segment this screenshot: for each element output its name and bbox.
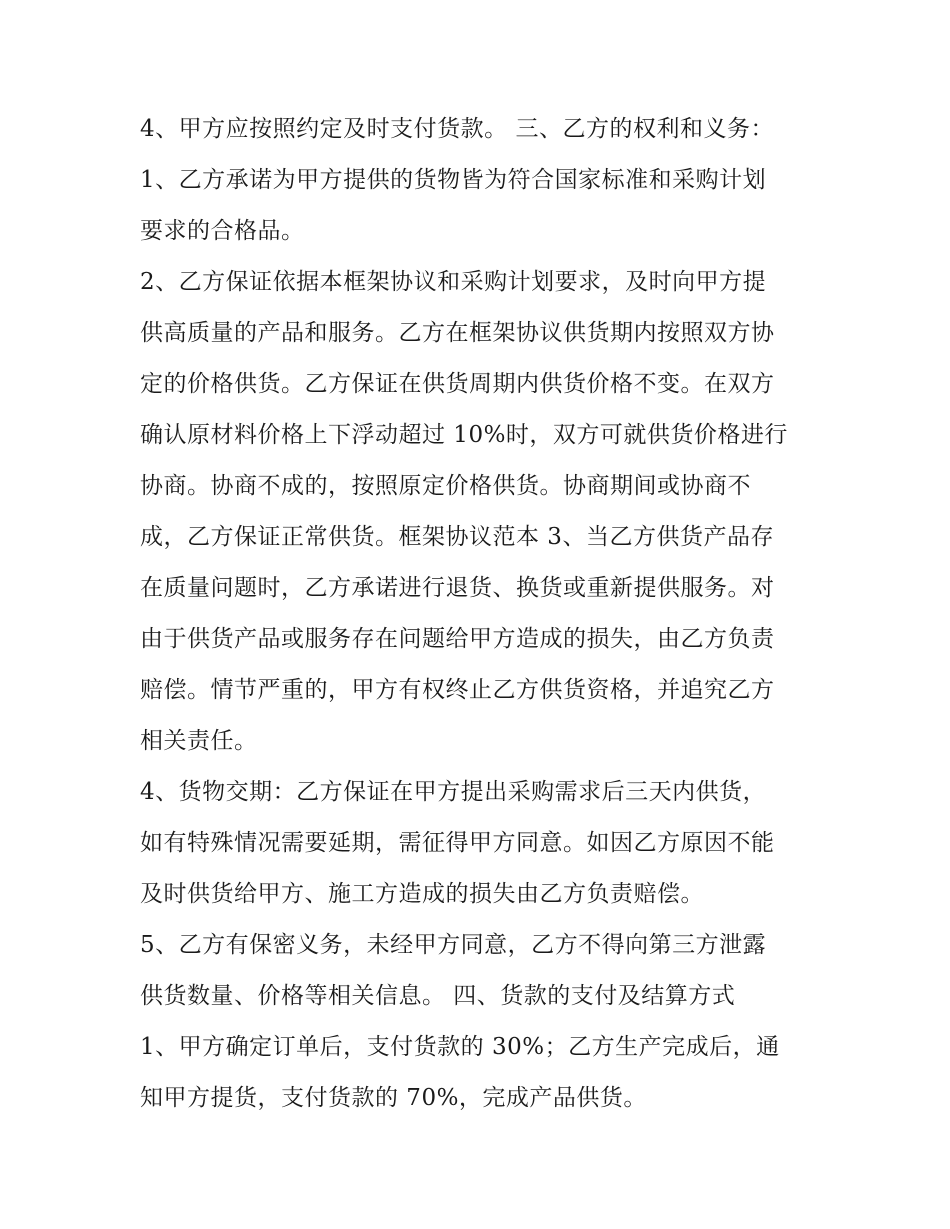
text-line: 5、乙方有保密义务，未经甲方同意，乙方不得向第三方泄露 xyxy=(140,932,767,958)
text-line: 赔偿。情节严重的，甲方有权终止乙方供货资格，并追究乙方 xyxy=(140,677,775,703)
text-line: 2、乙方保证依据本框架协议和采购计划要求，及时向甲方提 xyxy=(140,269,767,295)
text-line: 1、乙方承诺为甲方提供的货物皆为符合国家标准和采购计划 xyxy=(140,167,767,193)
text-line: 协商。协商不成的，按照原定价格供货。协商期间或协商不 xyxy=(140,473,751,499)
text-line: 知甲方提货，支付货款的 70%，完成产品供货。 xyxy=(140,1085,647,1111)
text-line: 1、甲方确定订单后，支付货款的 30%；乙方生产完成后，通 xyxy=(140,1034,780,1060)
text-line: 4、货物交期：乙方保证在甲方提出采购需求后三天内供货， xyxy=(140,779,767,805)
text-line: 供高质量的产品和服务。乙方在框架协议供货期内按照双方协 xyxy=(140,320,775,346)
text-line: 4、甲方应按照约定及时支付货款。 三、乙方的权利和义务： xyxy=(140,116,774,142)
contract-body-text xyxy=(140,104,830,1124)
text-line: 定的价格供货。乙方保证在供货周期内供货价格不变。在双方 xyxy=(140,371,775,397)
text-line: 相关责任。 xyxy=(140,728,258,754)
text-line: 供货数量、价格等相关信息。 四、货款的支付及结算方式 xyxy=(140,983,736,1009)
text-line: 如有特殊情况需要延期，需征得甲方同意。如因乙方原因不能 xyxy=(140,830,775,856)
text-line: 成，乙方保证正常供货。框架协议范本 3、当乙方供货产品存 xyxy=(140,524,774,550)
text-line: 在质量问题时，乙方承诺进行退货、换货或重新提供服务。对 xyxy=(140,575,775,601)
text-line: 确认原材料价格上下浮动超过 10%时，双方可就供货价格进行 xyxy=(140,422,788,448)
text-line: 要求的合格品。 xyxy=(140,218,305,244)
text-line: 及时供货给甲方、施工方造成的损失由乙方负责赔偿。 xyxy=(140,881,704,907)
text-line: 由于供货产品或服务存在问题给甲方造成的损失，由乙方负责 xyxy=(140,626,775,652)
